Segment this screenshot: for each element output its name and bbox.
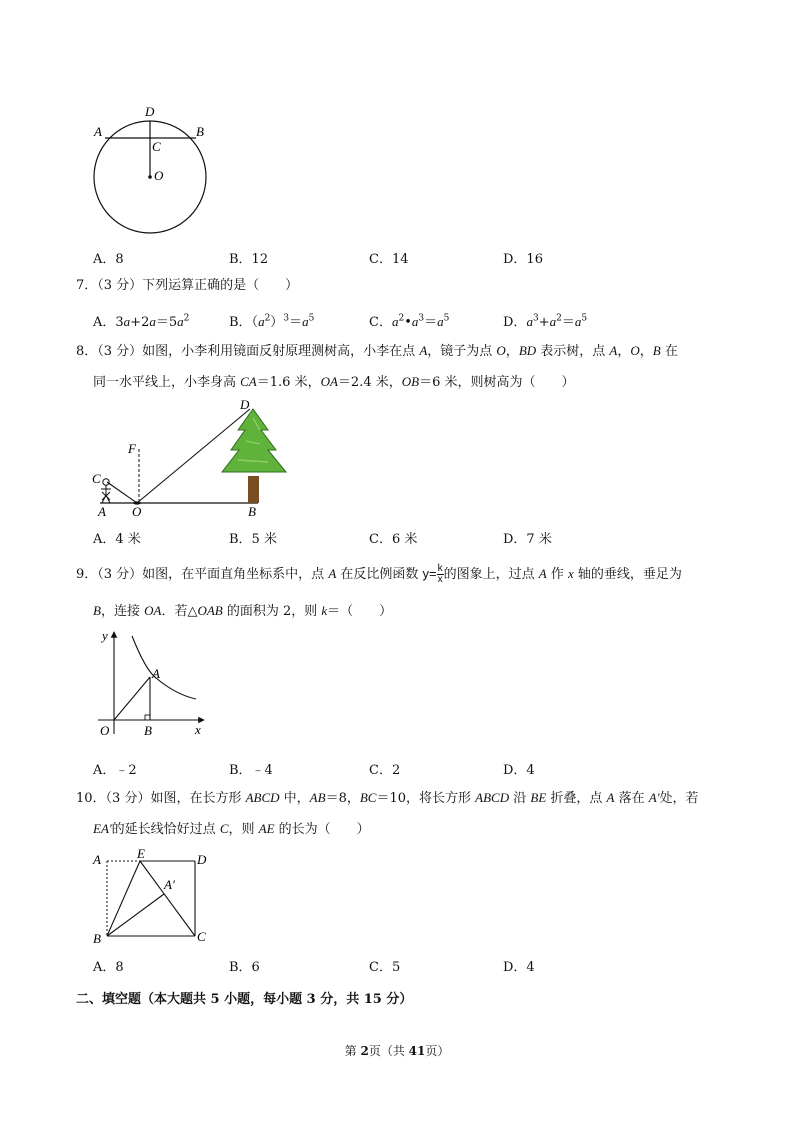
q9-option-b[interactable]: B．﹣4 (229, 763, 273, 778)
q6-option-b[interactable]: B．12 (229, 252, 269, 267)
q10-rectangle-figure (88, 844, 218, 948)
q8-tree-icon (222, 409, 286, 503)
q9-segment-oa (114, 677, 150, 720)
q9-label-a: A (152, 666, 160, 681)
q10-option-d[interactable]: D．4 (503, 960, 535, 975)
q9-label-y: y (102, 628, 108, 643)
q9-stem-line1: 9．（3 分）如图，在平面直角坐标系中，点 A 在反比例函数 y= $\frac{k}{x}$ 的图象上，过点 A 作 x 轴的垂线，垂足为 (76, 563, 682, 586)
q8-label-d: D (240, 397, 250, 412)
q10-segment-ba-prime (107, 894, 164, 936)
q6-center-dot (148, 175, 152, 179)
q8-tree-figure (88, 396, 318, 520)
q6-option-a[interactable]: A．8 (93, 252, 124, 267)
q9-label-x: x (195, 722, 201, 737)
q8-option-d[interactable]: D．7 米 (503, 532, 552, 547)
q7-option-b[interactable]: B．$(a^2)^3=a^5$ (229, 313, 315, 330)
page-footer: 第 2页（共 41页） (344, 1044, 450, 1058)
q8-stem-line1: 8．（3 分）如图，小李利用镜面反射原理测树高，小李在点 A，镜子为点 O，BD 表示树，点 A，O，B 在 (76, 343, 678, 359)
q8-label-f: F (128, 441, 136, 456)
q6-option-d[interactable]: D．16 (503, 252, 543, 267)
q10-option-a[interactable]: A．8 (93, 960, 124, 975)
q10-label-a-prime: A′ (164, 877, 175, 892)
q8-ray-co (107, 482, 137, 503)
q10-stem-line2: EA'的延长线恰好过点 C，则 AE 的长为（ ） (93, 821, 370, 837)
q10-label-d: D (197, 852, 207, 867)
q10-option-c[interactable]: C．5 (369, 960, 401, 975)
q10-label-c: C (197, 929, 206, 944)
q10-label-a: A (93, 852, 101, 867)
q8-option-b[interactable]: B．5 米 (229, 532, 277, 547)
q10-segment-be (107, 861, 140, 936)
section-2-heading: 二、填空题（本大题共 5 小题，每小题 3 分，共 15 分） (76, 992, 413, 1007)
q8-label-b: B (248, 504, 256, 519)
q10-label-b: B (93, 931, 101, 946)
q9-option-c[interactable]: C．2 (369, 763, 401, 778)
q6-label-b: B (196, 124, 204, 139)
q8-option-a[interactable]: A．4 米 (93, 532, 141, 547)
q8-option-c[interactable]: C．6 米 (369, 532, 418, 547)
q8-label-a: A (98, 504, 106, 519)
q9-option-a[interactable]: A．﹣2 (93, 763, 137, 778)
q7-stem: 7．（3 分）下列运算正确的是（ ） (76, 278, 299, 293)
q9-hyperbola (132, 636, 196, 699)
q10-segment-ec (140, 861, 195, 936)
q9-coordinate-figure (88, 626, 218, 738)
q8-stem-line2: 同一水平线上，小李身高 CA＝1.6 米，OA＝2.4 米，OB＝6 米，则树高为（ ） (93, 374, 575, 390)
q9-right-angle-mark (145, 715, 150, 720)
q9-label-o: O (100, 723, 110, 738)
q8-label-c: C (92, 471, 101, 486)
q9-stem-line2: B，连接 OA．若△OAB 的面积为 2，则 k＝（ ） (93, 603, 393, 619)
q6-circle-figure (88, 100, 218, 245)
q6-option-c[interactable]: C．14 (369, 252, 409, 267)
q8-ray-od (137, 409, 250, 503)
q6-label-o: O (154, 168, 164, 183)
q9-label-b: B (144, 723, 152, 738)
q8-person-icon (101, 479, 111, 503)
q7-option-a[interactable]: A．$3a+2a=5a^2$ (93, 313, 190, 330)
q7-option-c[interactable]: C．$a^2•a^3=a^5$ (369, 313, 450, 330)
q10-option-b[interactable]: B．6 (229, 960, 260, 975)
q6-label-c: C (152, 139, 161, 154)
q6-label-a: A (94, 124, 102, 139)
q6-label-d: D (145, 104, 155, 119)
q8-label-o: O (132, 504, 142, 519)
q7-option-d[interactable]: D．$a^3+a^2=a^5$ (503, 313, 588, 330)
q9-option-d[interactable]: D．4 (503, 763, 535, 778)
q9-function-formula: y= $\frac{k}{x}$ (422, 563, 443, 586)
q10-stem-line1: 10．（3 分）如图，在长方形 ABCD 中，AB＝8，BC＝10，将长方形 ABCD 沿 BE 折叠，点 A 落在 A'处，若 (76, 790, 699, 806)
q10-label-e: E (137, 846, 145, 861)
